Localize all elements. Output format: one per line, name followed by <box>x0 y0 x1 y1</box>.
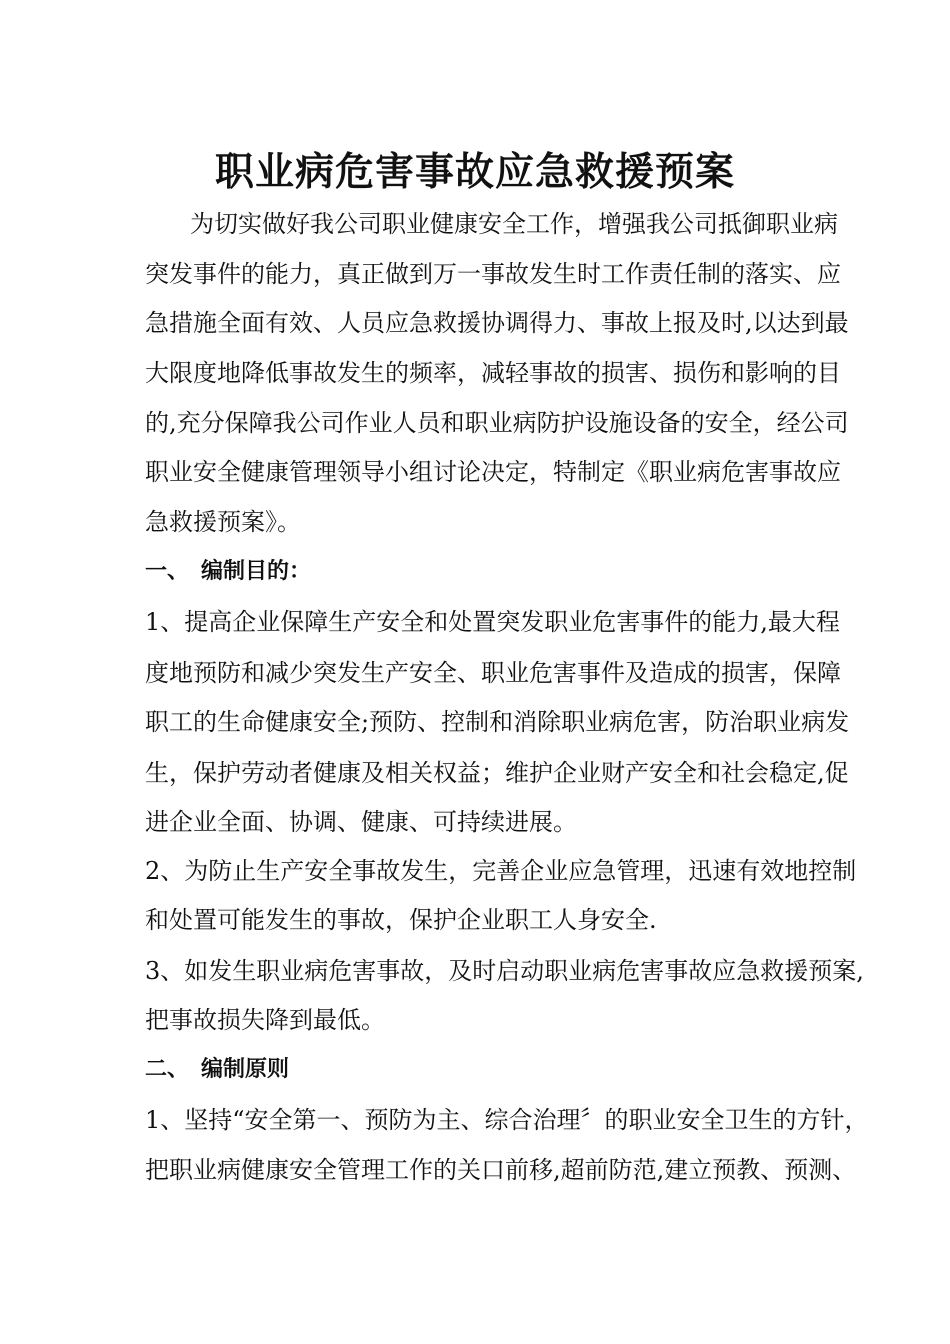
intro-line: 的,充分保障我公司作业人员和职业病防护设施设备的安全，经公司 <box>145 409 849 437</box>
intro-line: 大限度地降低事故发生的频率，减轻事故的损害、损伤和影响的目 <box>145 359 841 387</box>
section-number: 一、 <box>145 559 190 584</box>
purpose-item-1-line: 生，保护劳动者健康及相关权益；维护企业财产安全和社会稳定,促 <box>145 759 849 787</box>
purpose-item-1-line: 度地预防和减少突发生产安全、职业危害事件及造成的损害，保障 <box>145 659 841 687</box>
section-heading-principles <box>145 1053 289 1087</box>
section-title: 编制目的： <box>201 559 312 584</box>
purpose-item-3-line: 把事故损失降到最低。 <box>145 1006 385 1034</box>
intro-line: 职业安全健康管理领导小组讨论决定，特制定《职业病危害事故应 <box>145 458 841 486</box>
intro-line: 突发事件的能力，真正做到万一事故发生时工作责任制的落实、应 <box>145 260 841 288</box>
document-title: 职业病危害事故应急救援预案 <box>214 149 735 195</box>
section-title: 编制原则 <box>201 1057 290 1082</box>
intro-line: 急措施全面有效、人员应急救援协调得力、事故上报及时,以达到最 <box>145 309 849 337</box>
purpose-item-1-line: 职工的生命健康安全;预防、控制和消除职业病危害，防治职业病发 <box>145 708 850 736</box>
purpose-item-2-line: 2、为防止生产安全事故发生，完善企业应急管理，迅速有效地控制 <box>145 857 857 885</box>
section-number: 二、 <box>145 1057 190 1082</box>
purpose-item-2-line: 和处置可能发生的事故，保护企业职工人身安全. <box>145 906 657 934</box>
purpose-item-1-line: 进企业全面、协调、健康、可持续进展。 <box>145 808 577 836</box>
section-heading-purpose <box>145 555 311 589</box>
principles-item-1-line: 把职业病健康安全管理工作的关口前移,超前防范,建立预教、预测、 <box>145 1156 857 1184</box>
principles-item-1-line: 1、坚持“安全第一、预防为主、综合治理〞的职业安全卫生的方针， <box>145 1106 869 1134</box>
purpose-item-3-line: 3、如发生职业病危害事故，及时启动职业病危害事故应急救援预案, <box>145 957 864 985</box>
intro-line: 为切实做好我公司职业健康安全工作，增强我公司抵御职业病 <box>190 210 838 238</box>
intro-line: 急救援预案》。 <box>145 508 301 536</box>
purpose-item-1-line: 1、提高企业保障生产安全和处置突发职业危害事件的能力,最大程 <box>145 608 840 636</box>
